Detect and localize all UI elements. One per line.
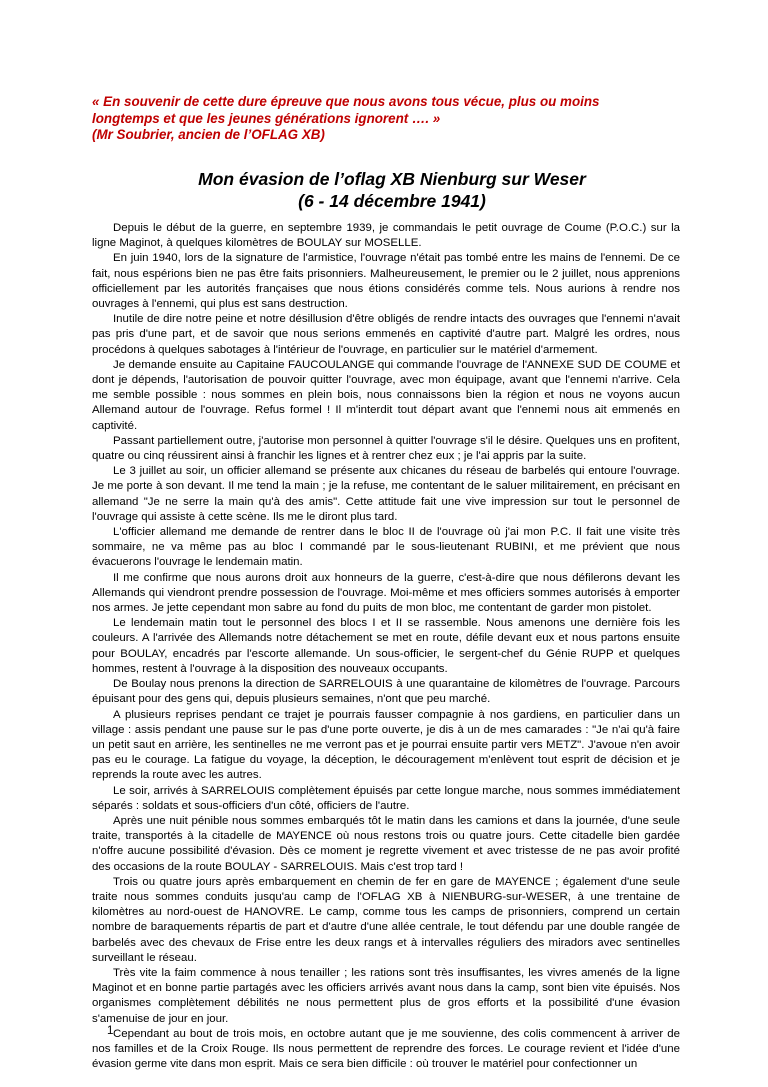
paragraph: Après une nuit pénible nous sommes embarqués tôt le matin dans les camions et dans la journée, d'une seule traite, transportés à la citadelle de MAYENCE où nous restons trois ou quatre jours. Cette citadelle bien gardée n'offre aucune possibilité d'évasion. Dès ce moment je regrette vivement et avec tristesse de ne pas avoir profité des occasions de la route BOULAY - SARRELOUIS. Mais c'est trop tard ! — [92, 814, 680, 873]
title-dates: (6 - 14 décembre 1941) — [298, 191, 486, 211]
page-title — [92, 168, 692, 212]
paragraph: A plusieurs reprises pendant ce trajet je pourrais fausser compagnie à nos gardiens, en particulier dans un village : assis pendant une pause sur le pas d'une porte ouverte, je dis à un de mes camarades : "Je n'ai qu'à faire un petit saut en arrière, les sentinelles ne me verront pas et je pourrai ensuite partir vers METZ". J'avoue n'en avoir pas eu le courage. La fatigue du voyage, la déception, le découragement m'enlèvent tout esprit de décision et je reprends la route avec les autres. — [92, 708, 680, 782]
paragraph: Il me confirme que nous aurons droit aux honneurs de la guerre, c'est-à-dire que nous défilerons devant les Allemands qui viendront prendre possession de l'ouvrage. Moi-même et mes officiers sommes autorisés à emporter nos armes. Je jette cependant mon sabre au fond du puits de mon bloc, me contentant de garder mon pistolet. — [92, 571, 680, 615]
epigraph-line: « En souvenir de cette dure épreuve que nous avons tous vécue, plus ou moins — [92, 94, 600, 109]
paragraph: Trois ou quatre jours après embarquement en chemin de fer en gare de MAYENCE ; également d'une seule traite nous sommes conduits jusqu'au camp de l'OFLAG XB à NIENBURG-sur-WESER, à une trentaine de kilomètres au nord-ouest de HANOVRE. Le camp, comme tous les camps de prisonniers, comprend un certain nombre de baraquements répartis de part et d'autre d'une allée centrale, le tout défendu par une double rangée de barbelés avec des chevaux de Frise entre les deux rangs et à intervalles réguliers des miradors avec sentinelles surveillant le réseau. — [92, 875, 680, 964]
paragraph: Inutile de dire notre peine et notre désillusion d'être obligés de rendre intacts des ouvrages que l'ennemi n'avait pas pris d'une part, et de savoir que nous serions emmenés en captivité d'autre part. Malgré les ordres, nous procédons à quelques sabotages à l'intérieur de l'ouvrage, en particulier sur le matériel d'armement. — [92, 313, 680, 356]
paragraph: Le 3 juillet au soir, un officier allemand se présente aux chicanes du réseau de barbelés qui entoure l'ouvrage. Je me porte à son devant. Il me tend la main ; je la refuse, me contentant de le saluer militairement, en précisant en allemand "Je ne serre la main qu'à des amis". Cette attitude fait une vive impression sur tout le personnel de l'ouvrage qui assiste à cette scène. Ils me le diront plus tard. — [92, 465, 680, 523]
paragraph: Le soir, arrivés à SARRELOUIS complètement épuisés par cette longue marche, nous sommes immédiatement séparés : soldats et sous-officiers d'un côté, officiers de l'autre. — [92, 784, 680, 812]
paragraph: De Boulay nous prenons la direction de SARRELOUIS à une quarantaine de kilomètres de l'ouvrage. Parcours épuisant pour des gens qui, depuis plusieurs semaines, n'ont que peu marché. — [92, 678, 680, 706]
title-line: Mon évasion de l’oflag XB Nienburg sur Weser — [198, 169, 586, 189]
paragraph: L'officier allemand me demande de rentrer dans le bloc II de l'ouvrage où j'ai mon P.C. Il fait une visite très sommaire, ne va même pas au bloc I commandé par le sous-lieutenant RUBINI, et me prévient que nous évacuerons l'ouvrage le lendemain matin. — [92, 526, 680, 569]
epigraph — [92, 94, 692, 144]
paragraph: Le lendemain matin tout le personnel des blocs I et II se rassemble. Nous amenons une dernière fois les couleurs. A l'arrivée des Allemands notre détachement se met en route, défile devant eux et nous partons ensuite pour BOULAY, encadrés par l'escorte allemande. Un sous-officier, le sergent-chef du Génie RUPP et quelques hommes, restent à l'ouvrage à la disposition des nouveaux occupants. — [92, 617, 680, 675]
paragraph: Très vite la faim commence à nous tenailler ; les rations sont très insuffisantes, les vivres amenés de la ligne Maginot et en bonne partie partagés avec les officiers arrivés avant nous dans la camp, sont bien vite épuisés. Nos organismes complètement débilités ne nous permettent plus de gros efforts et la possibilité d'une évasion s'amenuise de jour en jour. — [92, 966, 680, 1025]
paragraph: Passant partiellement outre, j'autorise mon personnel à quitter l'ouvrage s'il le désire. Quelques uns en profitent, quatre ou cinq réussirent ainsi à franchir les lignes et à rentrer chez eux ; je l'ai appris par la suite. — [92, 434, 680, 463]
epigraph-line: longtemps et que les jeunes générations ignorent …. » — [92, 110, 441, 126]
paragraph: Cependant au bout de trois mois, en octobre autant que je me souvienne, des colis commencent à arriver de nos familles et de la Croix Rouge. Ils nous permettent de reprendre des forces. Le courage revient et l'idée d'une évasion germe vite dans mon esprit. Mais ce sera bien difficile : où trouver le matériel pour confectionner un — [92, 1027, 680, 1071]
body-text — [92, 221, 680, 1072]
epigraph-attribution: (Mr Soubrier, ancien de l’OFLAG XB) — [92, 127, 325, 142]
page-number: 1 — [107, 1025, 114, 1037]
paragraph: Depuis le début de la guerre, en septembre 1939, je commandais le petit ouvrage de Coume (P.O.C.) sur la ligne Maginot, à quelques kilomètres de BOULAY sur MOSELLE. — [92, 222, 680, 250]
paragraph: Je demande ensuite au Capitaine FAUCOULANGE qui commande l'ouvrage de l'ANNEXE SUD DE COUME et dont je dépends, l'autorisation de pouvoir quitter l'ouvrage, avec mon équipage, avant que l'ennemi n'arrive. Cela me semble possible : nous sommes en plein bois, nous connaissons bien la région et nous ne voyons aucun Allemand autour de l'ouvrage. Refus formel ! Il m'interdit tout départ avant que l'ennemi nous ait emmenés en captivité. — [92, 358, 680, 432]
paragraph: En juin 1940, lors de la signature de l'armistice, l'ouvrage n'était pas tombé entre les mains de l'ennemi. De ce fait, nous espérions bien ne pas être faits prisonniers. Malheureusement, le premier ou le 2 juillet, nous apprenions officiellement par les autorités françaises que nous étions considérés comme tels. Nous aurions à rendre nos ouvrages à l'ennemi, qui plus est sans destruction. — [92, 252, 680, 311]
